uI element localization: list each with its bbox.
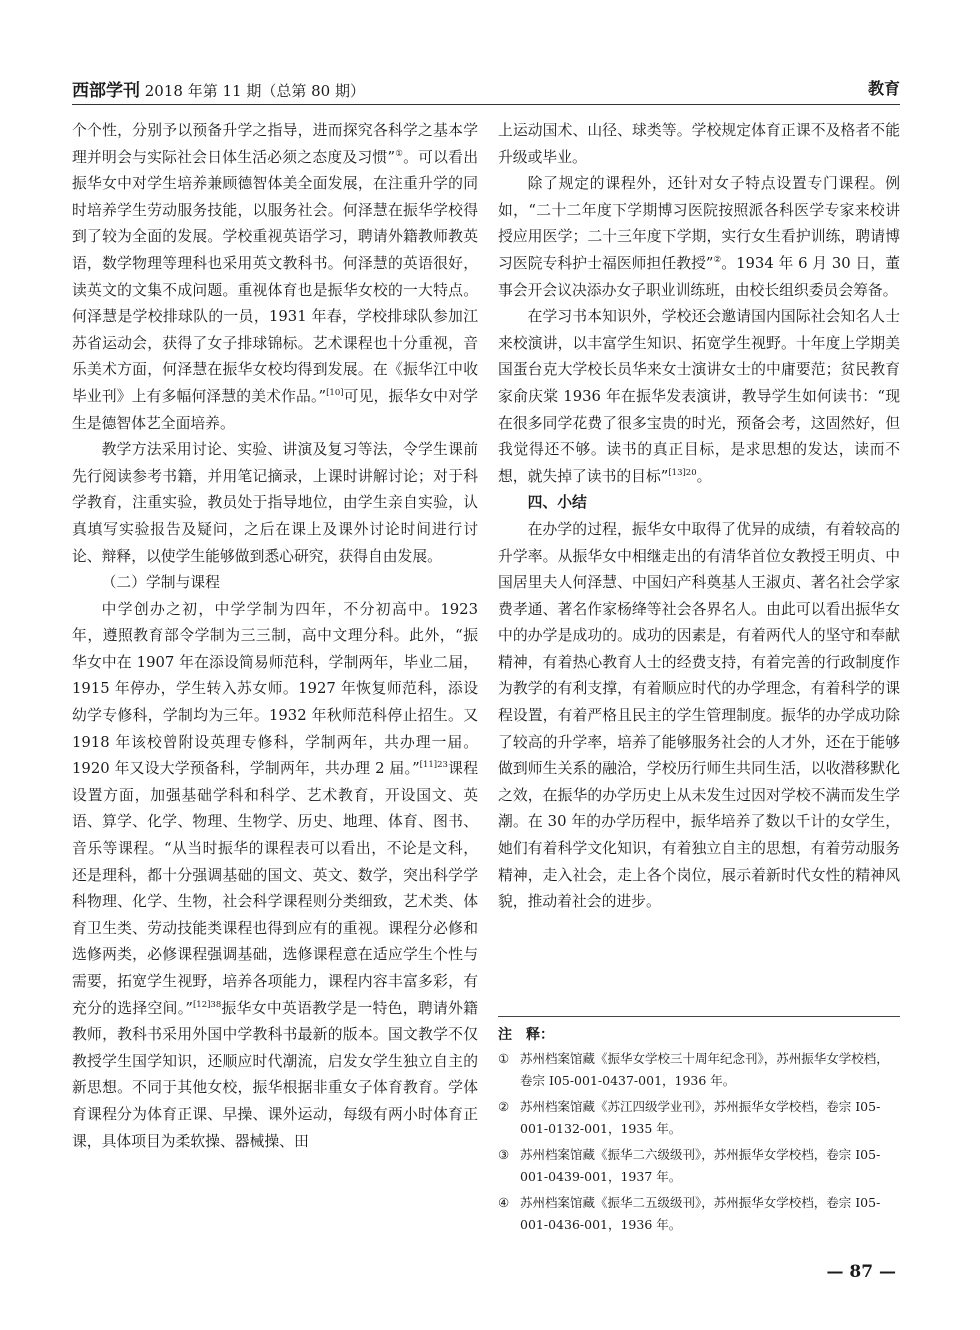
footnote-item: ④ 苏州档案馆藏《振华二五级级刊》，苏州振华女学校档，卷宗 I05-001-0436-001，1936 年。 (498, 1195, 881, 1232)
paragraph: 教学方法采用讨论、实验、讲演及复习等法，令学生课前先行阅读参考书籍，并用笔记摘录，上课时讲解讨论；对于科学教育，注重实验，教员处于指导地位，由学生亲自实验，认真填写实验报告及疑问，之后在课上及课外讨论时间进行讨论、辩释，以使学生能够做到悉心研究，获得自由发展。 (72, 441, 478, 565)
section-label: 教育 (867, 79, 900, 98)
paragraph: 中学创办之初，中学学制为四年，不分初高中。1923 年，遵照教育部令学制为三三制，高中文理分科。此外，“振华女中在 1907 年在添设简易师范科，学制两年，毕业二届，1915 年停办，学生转入苏女师。1927 年恢复师范科，添设幼学专修科，学制均为三年。1932 年秋师范科停止招生。又 1918 年该校曾附设英理专修科，学制两年，共办理一届。1920 年又设大学预备科，学制两年，共办理 2 届。”$^{[11]23}$课程设置方面，加强基础学科和科学、艺术教育，开设国文、英语、算学、化学、物理、生物学、历史、地理、体育、图书、音乐等课程。“从当时振华的课程表可以看出，不论是文科，还是理科，都十分强调基础的国文、英文、数学，突出科学学科物理、化学、生物，社会科学课程则分类细致，艺术类、体育卫生类、劳动技能类课程也得到应有的重视。课程分必修和选修两类，必修课程强调基础，选修课程意在适应学生个性与需要，拓宽学生视野，培养各项能力，课程内容丰富多彩，有充分的选择空间。”$^{[12]38}$振华女中英语教学是一特色，聘请外籍教师，教科书采用外国中学教科书最新的版本。国文教学不仅教授学生国学知识，还顺应时代潮流，启发女学生独立自主的新思想。不同于其他女校，振华根据非重女子体育教育。学体育课程分为体育正课、早操、课外运动，每级有两小时体育正课，具体项目为柔软操、器械操、田 (72, 600, 478, 1150)
journal-issue (72, 76, 365, 101)
paragraph: 除了规定的课程外，还针对女子特点设置专门课程。例如，“二十二年度下学期博习医院按照派各科医学专家来校讲授应用医学；二十三年度下学期，实行女生看护训练，聘请博习医院专科护士福医师担任教授”②。1934 年 6 月 30 日，董事会开会议决添办女子职业训练班，由校长组织委员会筹备。 (498, 175, 900, 299)
footnotes (498, 1024, 900, 1240)
page-number: — 87 — (826, 1262, 896, 1282)
paragraph: 在学习书本知识外，学校还会邀请国内国际社会知名人士来校演讲，以丰富学生知识、拓宽学生视野。十年度上学期美国蛋台克大学校长员华来女士演讲女士的中庸要范；贫民教育家俞庆棠 1936 年在振华发表演讲，教导学生如何读书：“现在很多同学花费了很多宝贵的时光，预备会考，这固然好，但我觉得还不够。读书的真正目标，是求思想的发达，读而不想，就失掉了读书的目标”$^{[13]20}$。 (498, 308, 900, 485)
footnote-item: ③ 苏州档案馆藏《振华二六级级刊》，苏州振华女学校档，卷宗 I05-001-0439-001，1937 年。 (498, 1147, 881, 1184)
footnote-item: ① 苏州档案馆藏《振华女学校三十周年纪念刊》，苏州振华女学校档，卷宗 I05-001-0437-001，1936 年。 (498, 1051, 889, 1088)
subsection-heading: （二）学制与课程 (101, 574, 220, 592)
paragraph: 在办学的过程，振华女中取得了优异的成绩，有着较高的升学率。从振华女中相继走出的有清华首位女教授王明贞、中国居里夫人何泽慧、中国妇产科奠基人王淑贞、著名社会学家费孝通、著名作家杨绛等社会各界名人。由此可以看出振华女中的办学是成功的。成功的因素是，有着两代人的坚守和奉献精神，有着热心教育人士的经费支持，有着完善的行政制度作为教学的有利支撑，有着顺应时代的办学理念，有着科学的课程设置，有着严格且民主的学生管理制度。振华的办学成功除了较高的升学率，培养了能够服务社会的人才外，还在于能够做到师生关系的融洽，学校历行师生共同生活，以收潜移默化之效，在振华的办学历史上从未发生过因对学校不满而发生学潮。在 30 年的办学历程中，振华培养了数以千计的女学生，她们有着科学文化知识，有着独立自主的思想，有着劳动服务精神，走入社会，走上各个岗位，展示着新时代女性的精神风貌，推动着社会的进步。 (498, 520, 900, 911)
journal-brand: 西部学刊 (72, 81, 140, 101)
left-column (72, 118, 478, 1155)
issue-label: 2018 年第 11 期（总第 80 期） (140, 82, 365, 100)
notes-divider (498, 1016, 900, 1017)
paragraph: 个个性，分别予以预备升学之指导，进而探究各科学之基本学理并明会与实际社会日体生活必须之态度及习惯”①。可以看出振华女中对学生培养兼顾德智体美全面发展，在注重升学的同时培养学生劳动服务技能，以服务社会。何泽慧在振华学校得到了较为全面的发展。学校重视英语学习，聘请外籍教师教英语，数学物理等理科也采用英文教科书。何泽慧的英语很好，读英文的文集不成问题。重视体育也是振华女校的一大特点。何泽慧是学校排球队的一员，1931 年春，学校排球队参加江苏省运动会，获得了女子排球锦标。艺术课程也十分重视，音乐美术方面，何泽慧在振华女校均得到发展。在《振华江中收毕业刊》上有多幅何泽慧的美术作品。”[10]可见，振华女中对学生是德智体艺全面培养。 (72, 122, 478, 432)
running-header (72, 74, 900, 104)
footnote-item: ② 苏州档案馆藏《苏江四级学业刊》，苏州振华女学校档，卷宗 I05-001-0132-001，1935 年。 (498, 1099, 881, 1136)
paragraph: 上运动国术、山径、球类等。学校规定体育正课不及格者不能升级或毕业。 (498, 122, 900, 166)
section-heading: 四、小结 (527, 494, 587, 512)
header-divider (72, 104, 900, 105)
footnotes-title: 注 释： (498, 1027, 554, 1043)
right-column (498, 118, 900, 916)
